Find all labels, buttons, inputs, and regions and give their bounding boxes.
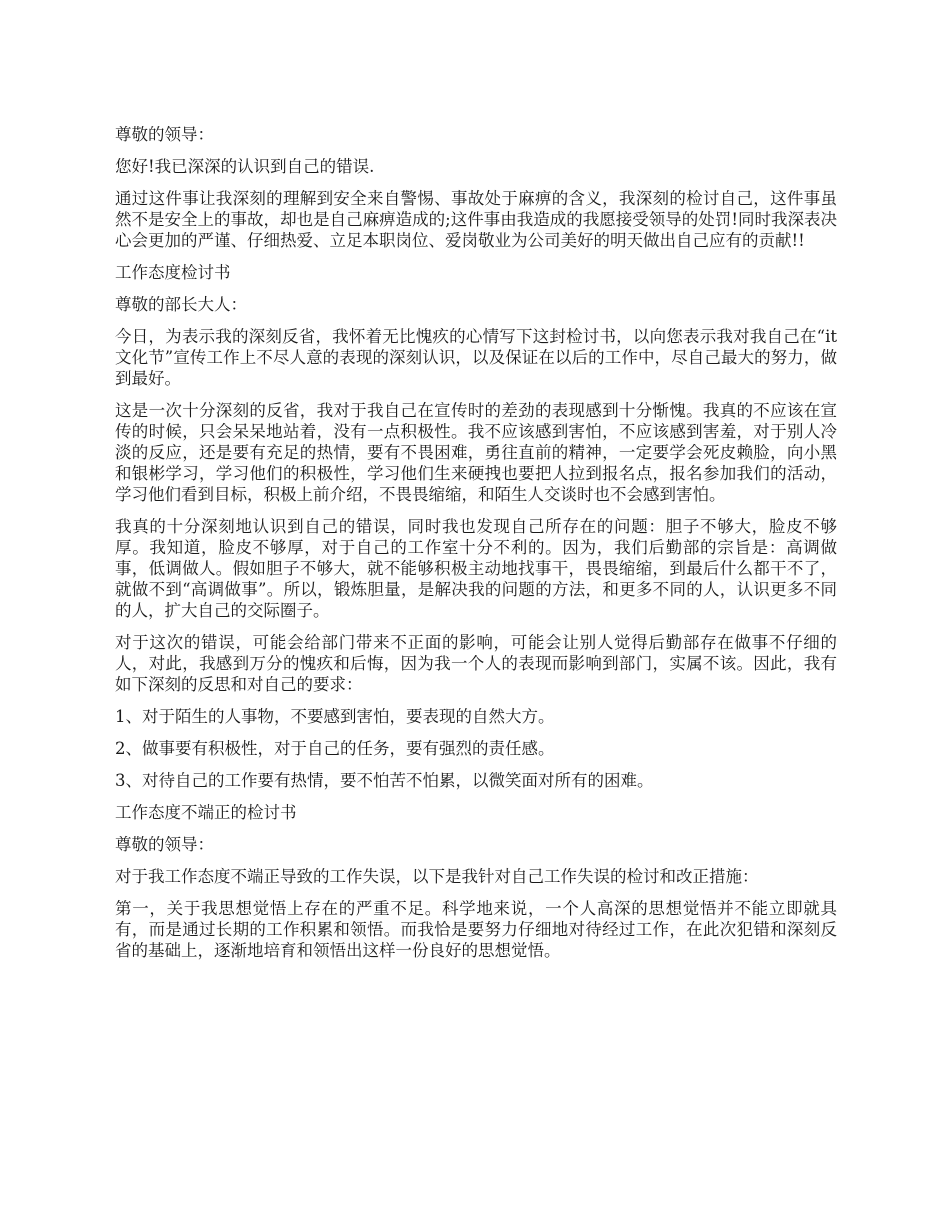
section-title: 工作态度检讨书 [115, 263, 231, 282]
greeting-paragraph: 您好!我已深深的认识到自己的错误. [115, 157, 375, 176]
body-paragraph: 对于我工作态度不端正导致的工作失误，以下是我针对自己工作失误的检讨和改正措施： [115, 867, 759, 886]
list-item: 3、对待自己的工作要有热情，要不怕苦不怕累，以微笑面对所有的困难。 [115, 771, 654, 790]
body-paragraph: 通过这件事让我深刻的理解到安全来自警惕、事故处于麻痹的含义，我深刻的检讨自己，这件事虽然不是安全上的事故，却也是自己麻痹造成的;这件事由我造成的我愿接受领导的处罚!同时我深表决心会更加的严谨、仔细热爱、立足本职岗位、爱岗敬业为公司美好的明天做出自己应有的贡献!! [115, 189, 837, 250]
salutation-leader: 尊敬的领导： [115, 835, 214, 854]
list-item: 1、对于陌生的人事物，不要感到害怕，要表现的自然大方。 [115, 707, 555, 726]
body-paragraph: 我真的十分深刻地认识到自己的错误，同时我也发现自己所存在的问题：胆子不够大，脸皮不够厚。我知道，脸皮不够厚，对于自己的工作室十分不利的。因为，我们后勤部的宗旨是：高调做事，低调做人。假如胆子不够大，就不能够积极主动地找事干，畏畏缩缩，到最后什么都干不了，就做不到“高调做事”。所以，锻炼胆量，是解决我的问题的方法，和更多不同的人，认识更多不同的人，扩大自己的交际圈子。 [115, 517, 837, 620]
section-title: 工作态度不端正的检讨书 [115, 803, 297, 822]
salutation-leader: 尊敬的领导： [115, 125, 214, 144]
salutation-minister: 尊敬的部长大人： [115, 295, 247, 314]
document-page [115, 124, 837, 972]
body-paragraph: 对于这次的错误，可能会给部门带来不正面的影响，可能会让别人觉得后勤部存在做事不仔细的人，对此，我感到万分的愧疚和后悔，因为我一个人的表现而影响到部门，实属不该。因此，我有如下深刻的反思和对自己的要求： [115, 633, 837, 694]
body-paragraph: 今日，为表示我的深刻反省，我怀着无比愧疚的心情写下这封检讨书，以向您表示我对我自己在“it文化节”宣传工作上不尽人意的表现的深刻认识，以及保证在以后的工作中，尽自己最大的努力，做到最好。 [115, 327, 837, 388]
body-paragraph: 这是一次十分深刻的反省，我对于我自己在宣传时的差劲的表现感到十分惭愧。我真的不应该在宣传的时候，只会呆呆地站着，没有一点积极性。我不应该感到害怕，不应该感到害羞，对于别人冷淡的反应，还是要有充足的热情，要有不畏困难，勇往直前的精神，一定要学会死皮赖脸，向小黑和银彬学习，学习他们的积极性，学习他们生来硬拽也要把人拉到报名点，报名参加我们的活动，学习他们看到目标，积极上前介绍，不畏畏缩缩，和陌生人交谈时也不会感到害怕。 [115, 401, 837, 504]
body-paragraph: 第一，关于我思想觉悟上存在的严重不足。科学地来说，一个人高深的思想觉悟并不能立即就具有，而是通过长期的工作积累和领悟。而我恰是要努力仔细地对待经过工作，在此次犯错和深刻反省的基础上，逐渐地培育和领悟出这样一份良好的思想觉悟。 [115, 899, 837, 960]
list-item: 2、做事要有积极性，对于自己的任务，要有强烈的责任感。 [115, 739, 555, 758]
